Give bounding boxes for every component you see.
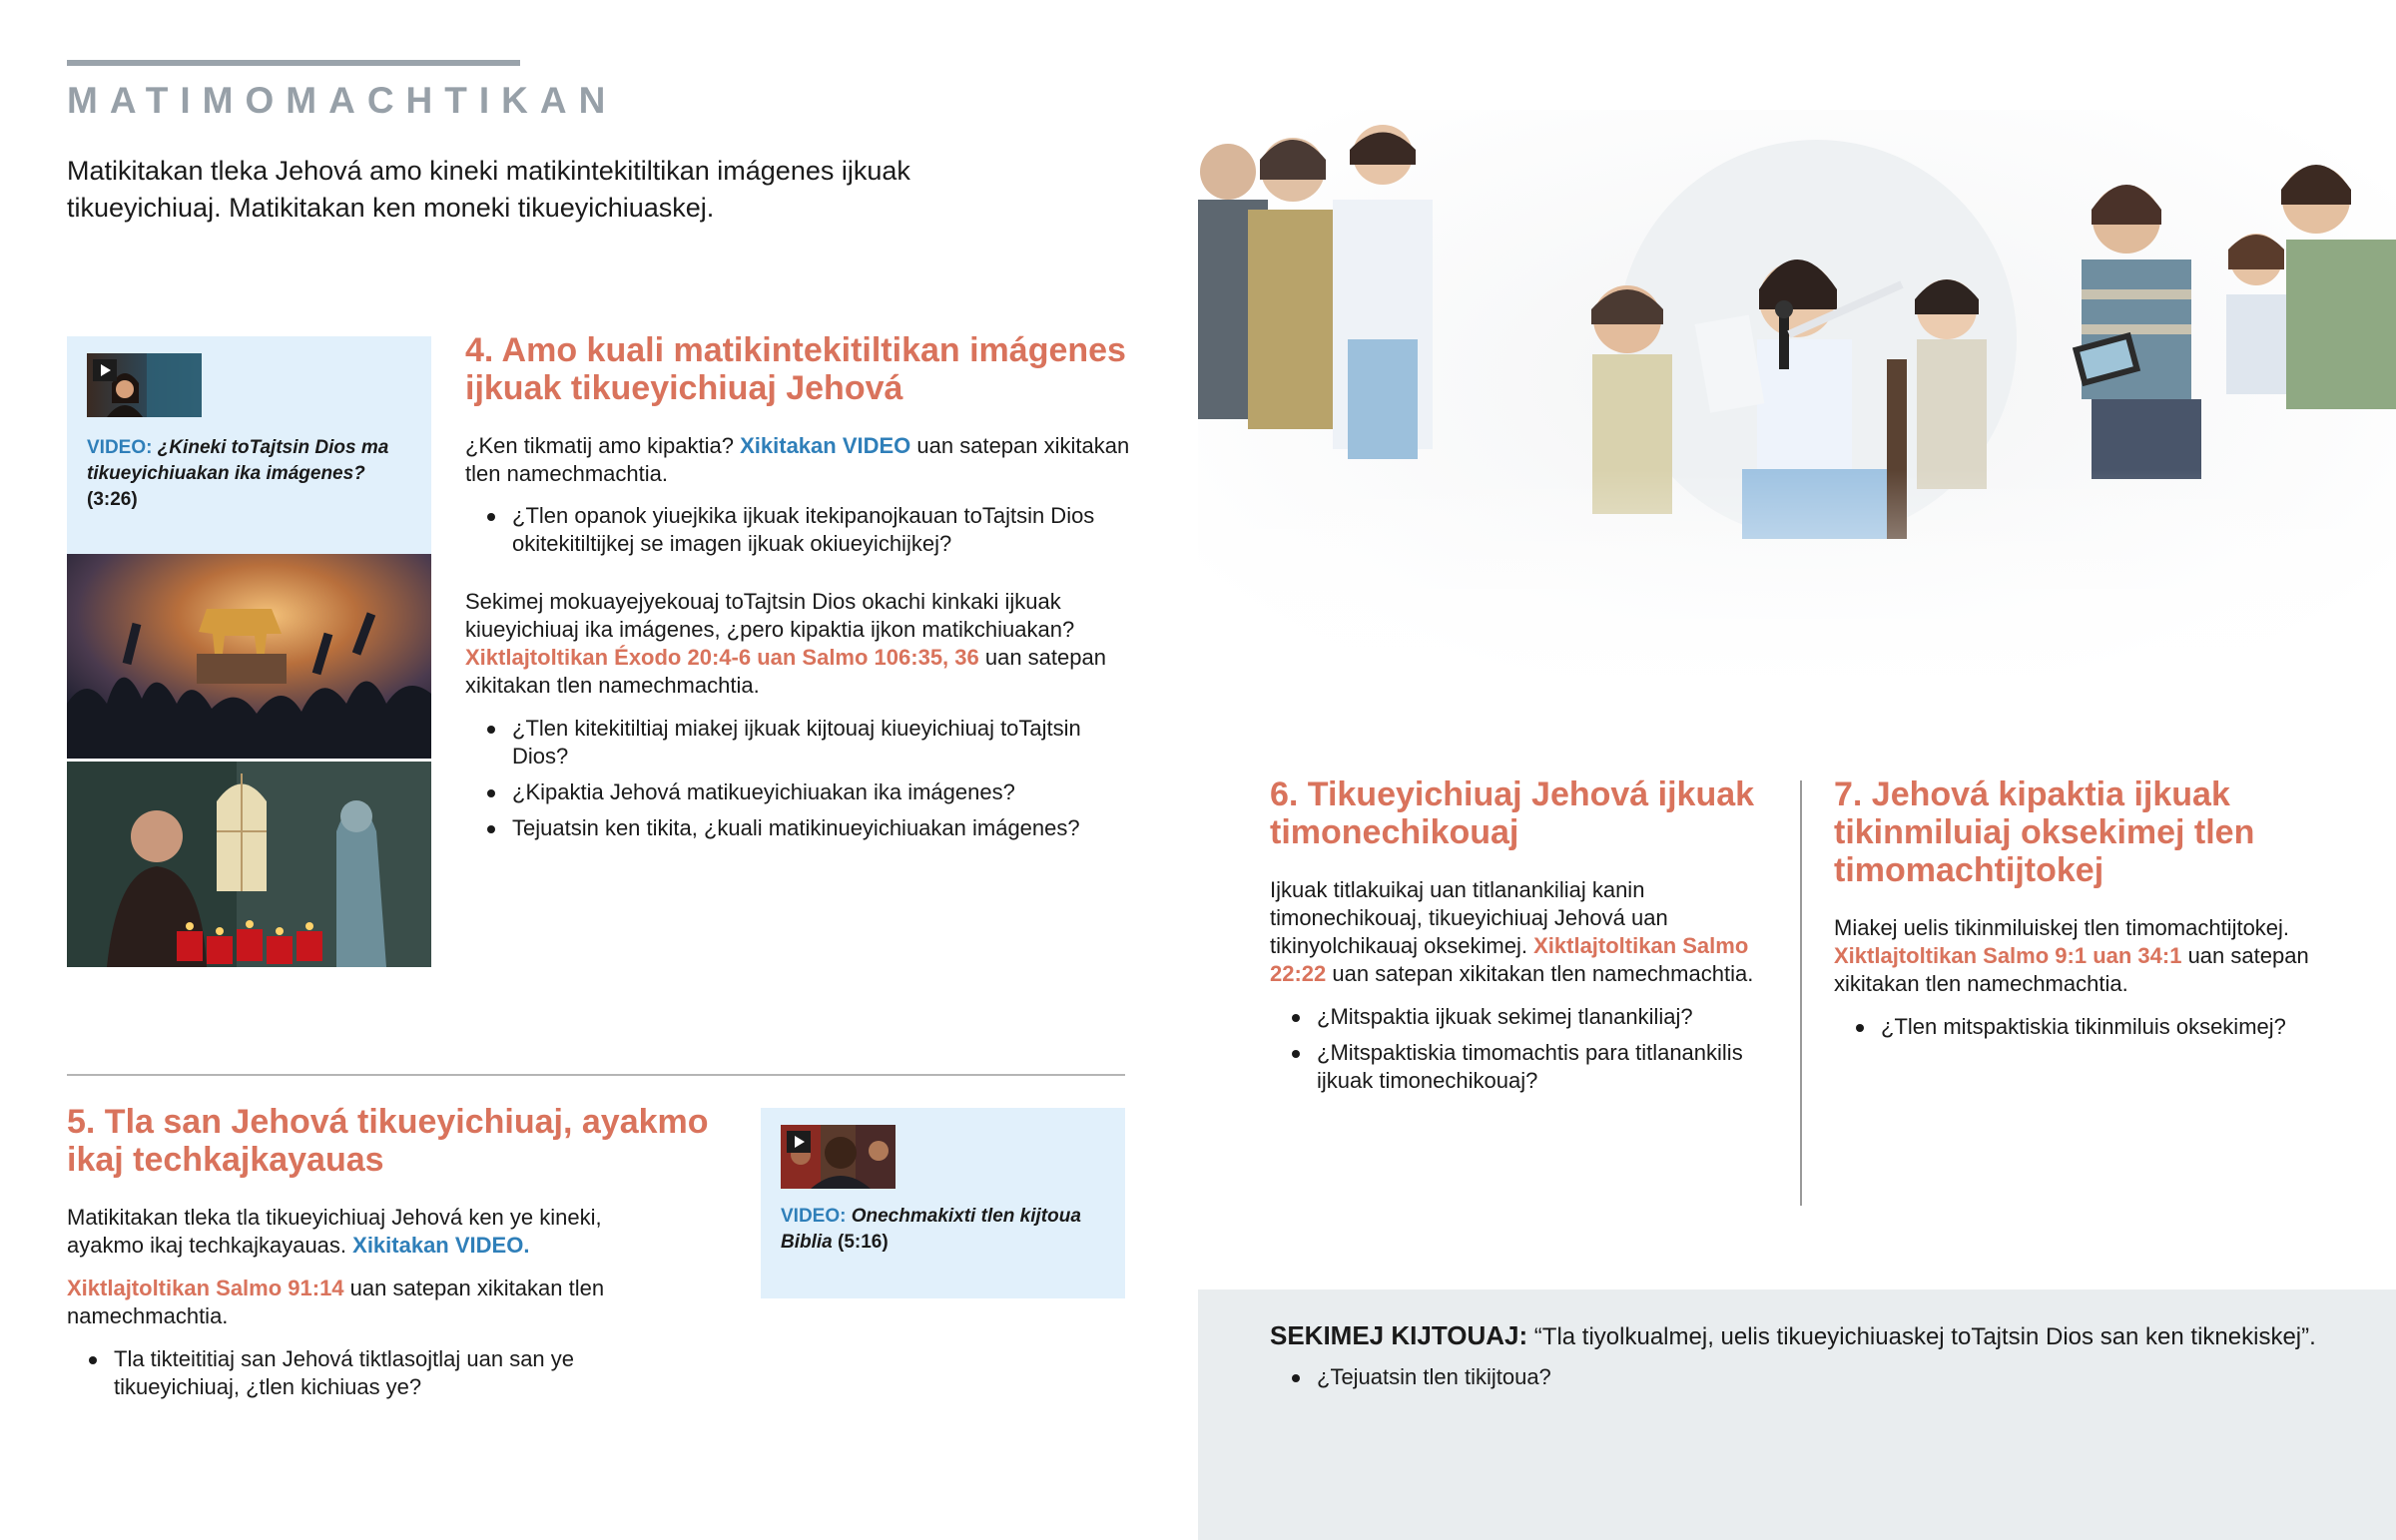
- paragraph-text: Sekimej mokuayejyekouaj toTajtsin Dios okachi kinkaki ijkuak kiueyichiuaj ika imágenes, ¿pero kipaktia ijkon matikchiuakan?: [465, 589, 1075, 642]
- video-title: ¿Kineki toTajtsin Dios ma tikueyichiuakan ika imágenes?: [87, 437, 389, 484]
- play-icon: [787, 1131, 811, 1153]
- play-icon: [93, 359, 117, 381]
- paragraph-text: Ijkuak titlakuikaj uan titlanankiliaj kanin timonechikouaj, tikueyichiuaj Jehová uan tikinyolchikauaj oksekimej.: [1270, 877, 1668, 958]
- section-5-heading: 5. Tla san Jehová tikueyichiuaj, ayakmo ikaj techkajkayauas: [67, 1103, 709, 1179]
- section-title: MATIMOMACHTIKAN: [67, 80, 618, 121]
- video-label: VIDEO:: [87, 437, 153, 458]
- question-item: ¿Kipaktia Jehová matikueyichiuakan ika imágenes?: [465, 778, 1134, 806]
- quote-label: SEKIMEJ KIJTOUAJ:: [1270, 1320, 1528, 1350]
- congregation-illustration: [1198, 110, 2396, 709]
- paragraph-text: uan satepan xikitakan tlen namechmachtia.: [1834, 943, 2309, 996]
- paragraph-text: Miakej uelis tikinmiluiskej tlen timomachtijtokej.: [1834, 915, 2290, 940]
- section-5-paragraph-1: [67, 1204, 666, 1260]
- golden-calf-illustration: [67, 554, 431, 759]
- section-divider: [67, 1074, 1125, 1076]
- header-rule: [67, 60, 520, 66]
- section-6-paragraph-1: [1270, 876, 1769, 988]
- paragraph-text: uan satepan xikitakan tlen namechmachtia.: [67, 1276, 605, 1328]
- question-item: Tla tikteititiaj san Jehová tiktlasojtlaj uan san ye tikueyichiuaj, ¿tlen kichiuas ye?: [67, 1345, 666, 1401]
- man-praying-illustration: [67, 762, 431, 967]
- watch-video-link[interactable]: Xikitakan VIDEO: [740, 433, 911, 458]
- paragraph-text: uan satepan xikitakan tlen namechmachtia.: [1326, 961, 1754, 986]
- question-item: ¿Tlen kitekitiltiaj miakej ijkuak kijtouaj kiueyichiuaj toTajtsin Dios?: [465, 715, 1134, 770]
- section-4-paragraph-1: [465, 432, 1134, 488]
- watch-video-link[interactable]: Xikitakan VIDEO.: [352, 1233, 530, 1258]
- video-title: Onechmakixti tlen kijtoua Biblia: [781, 1206, 1081, 1253]
- column-divider: [1800, 780, 1802, 1206]
- video-thumbnail[interactable]: [781, 1125, 896, 1189]
- section-6-heading: 6. Tikueyichiuaj Jehová ijkuak timonechikouaj: [1270, 775, 1755, 851]
- video-box-5[interactable]: [761, 1108, 1125, 1298]
- video-thumbnail[interactable]: [87, 353, 202, 417]
- question-item: ¿Tejuatsin tlen tikijtoua?: [1270, 1363, 2268, 1391]
- section-5-paragraph-2: [67, 1275, 666, 1330]
- section-7-paragraph-1: [1834, 914, 2353, 998]
- section-4-heading: 4. Amo kuali matikintekitiltikan imágenes ijkuak tikueyichiuaj Jehová: [465, 331, 1126, 407]
- scripture-link[interactable]: Xiktlajtoltikan Éxodo 20:4-6 uan Salmo 106:35, 36: [465, 645, 979, 670]
- video-caption: [781, 1204, 1110, 1256]
- paragraph-text: ¿Ken tikmatij amo kipaktia?: [465, 433, 741, 458]
- video-label: VIDEO:: [781, 1206, 847, 1227]
- section-6-bullets: [1270, 1003, 1769, 1103]
- section-4-paragraph-2: [465, 588, 1134, 700]
- question-item: ¿Mitspaktiskia timomachtis para titlanankilis ijkuak timonechikouaj?: [1270, 1039, 1769, 1095]
- section-4-bullets-2: [465, 715, 1134, 850]
- scripture-link[interactable]: Xiktlajtoltikan Salmo 22:22: [1270, 933, 1749, 986]
- scripture-link[interactable]: Xiktlajtoltikan Salmo 91:14: [67, 1276, 344, 1300]
- question-item: ¿Mitspaktia ijkuak sekimej tlanankiliaj?: [1270, 1003, 1769, 1031]
- question-item: ¿Tlen opanok yiuejkika ijkuak itekipanojkauan toTajtsin Dios okitekitiltijkej se imagen ijkuak okiueyichijkej?: [465, 502, 1134, 558]
- question-item: ¿Tlen mitspaktiskia tikinmiluis oksekimej?: [1834, 1013, 2353, 1041]
- section-7-heading: 7. Jehová kipaktia ijkuak tikinmiluiaj oksekimej tlen timomachtijtokej: [1834, 775, 2255, 889]
- video-box-4[interactable]: [67, 336, 431, 554]
- section-5-bullets: [67, 1345, 666, 1409]
- paragraph-text: uan satepan xikitakan tlen namechmachtia.: [465, 433, 1130, 486]
- paragraph-text: uan satepan xikitakan tlen namechmachtia.: [465, 645, 1106, 698]
- section-4-bullets-1: [465, 502, 1134, 566]
- footer-bullets: [1270, 1363, 2268, 1399]
- scripture-link[interactable]: Xiktlajtoltikan Salmo 9:1 uan 34:1: [1834, 943, 2182, 968]
- video-duration: (3:26): [87, 489, 138, 510]
- question-item: Tejuatsin ken tikita, ¿kuali matikinueyichiuakan imágenes?: [465, 814, 1134, 842]
- intro-text: Matikitakan tleka Jehová amo kineki matikintekitiltikan imágenes ijkuak tikueyichiuaj. Matikitakan ken moneki tikueyichiuaskej.: [67, 156, 910, 223]
- section-7-bullets: [1834, 1013, 2353, 1049]
- quote-text: “Tla tiyolkualmej, uelis tikueyichiuaskej toTajtsin Dios san ken tiknekiskej”.: [1527, 1323, 2316, 1350]
- video-duration: (5:16): [838, 1232, 889, 1253]
- paragraph-text: Matikitakan tleka tla tikueyichiuaj Jehová ken ye kineki, ayakmo ikaj techkajkayauas.: [67, 1205, 602, 1258]
- video-caption: [87, 435, 416, 513]
- some-people-say-quote: [1270, 1319, 2368, 1353]
